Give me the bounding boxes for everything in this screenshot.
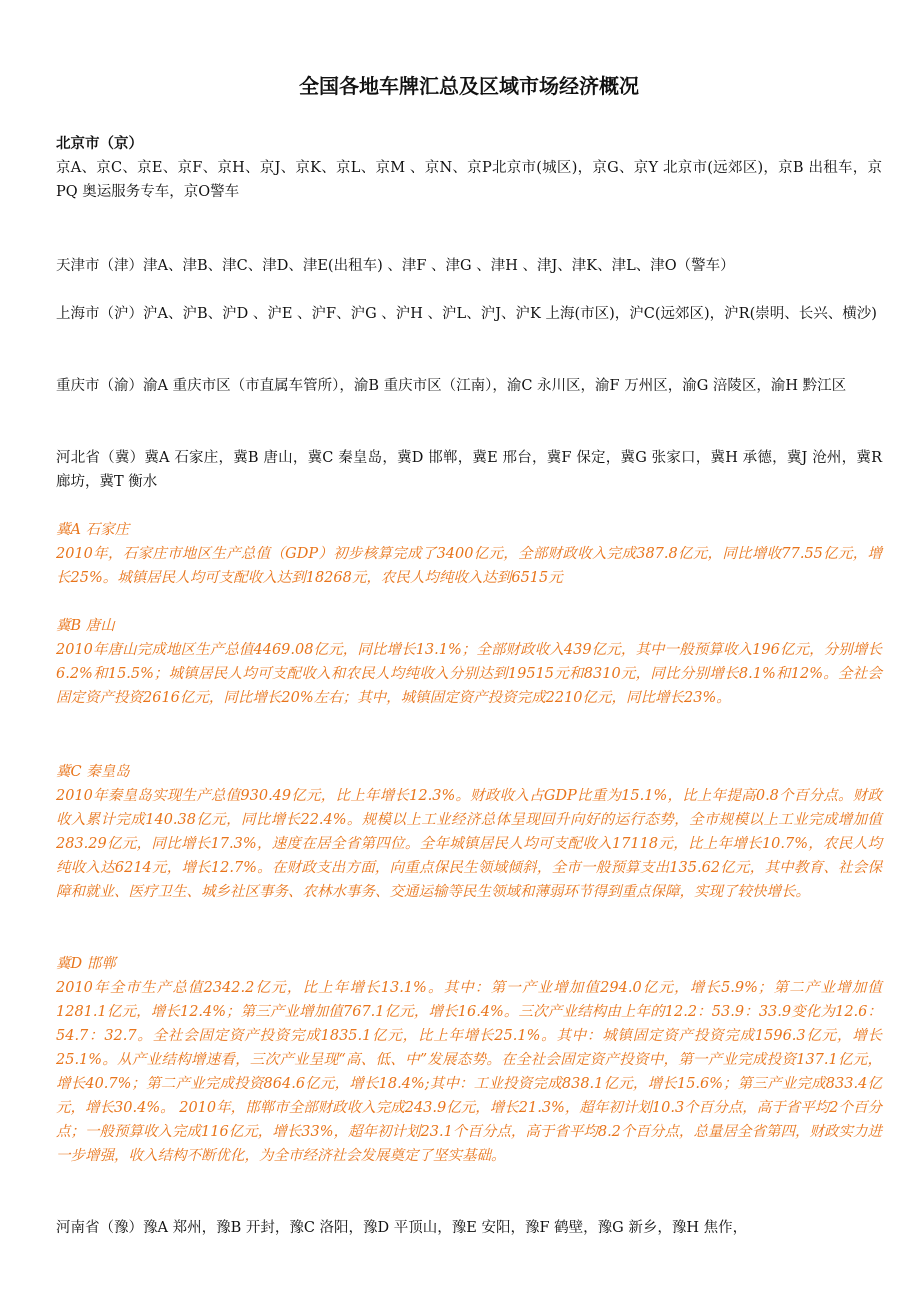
- beijing-heading: 北京市（京）: [56, 136, 143, 152]
- beijing-block: [56, 132, 882, 204]
- section-text: 2010年全市生产总值2342.2亿元，比上年增长13.1%。其中：第一产业增加值294.0亿元，增长5.9%；第二产业增加值1281.1亿元，增长12.4%；第三产业增加值767.1亿元，增长16.4%。三次产业结构由上年的12.2：53.9：33.9变化为12.6：54.7：32.7。全社会固定资产投资完成1835.1亿元，比上年增长25.1%。其中：城镇固定资产投资完成1596.3亿元，增长25.1%。从产业结构增速看，三次产业呈现“高、低、中”发展态势。在全社会固定资产投资中，第一产业完成投资137.1亿元，增长40.7%；第二产业完成投资864.6亿元，增长18.4%;其中：工业投资完成838.1亿元，增长15.6%；第三产业完成833.4亿元，增长30.4%。 2010年，邯郸市全部财政收入完成243.9亿元，增长21.3%，超年初计划10.3个百分点，高于省平均2个百分点；一般预算收入完成116亿元，增长33%，超年初计划23.1个百分点，高于省平均8.2个百分点，总量居全省第四，财政实力进一步增强，收入结构不断优化，为全市经济社会发展奠定了坚实基础。: [56, 980, 882, 1164]
- section-heading: 冀B 唐山: [56, 618, 115, 634]
- tianjin-plates: 天津市（津）津A、津B、津C、津D、津E(出租车) 、津F 、津G 、津H 、津J、津K、津L、津O（警车）: [56, 258, 735, 274]
- beijing-plates: 京A、京C、京E、京F、京H、京J、京K、京L、京M 、京N、京P北京市(城区)，京G、京Y 北京市(远郊区)，京B 出租车，京PQ 奥运服务专车，京O警车: [56, 160, 882, 200]
- hebei-plates: 河北省（冀）冀A 石家庄，冀B 唐山，冀C 秦皇岛，冀D 邯郸，冀E 邢台，冀F 保定，冀G 张家口，冀H 承德，冀J 沧州，冀R 廊坊，冀T 衡水: [56, 450, 882, 490]
- section-heading: 冀C 秦皇岛: [56, 764, 130, 780]
- section-handan: [56, 952, 882, 1168]
- chongqing-plates: 重庆市（渝）渝A 重庆市区（市直属车管所），渝B 重庆市区（江南），渝C 永川区，渝F 万州区，渝G 涪陵区，渝H 黔江区: [56, 378, 847, 394]
- section-text: 2010年，石家庄市地区生产总值（GDP）初步核算完成了3400亿元，全部财政收入完成387.8亿元，同比增收77.55亿元，增长25%。城镇居民人均可支配收入达到18268元，农民人均纯收入达到6515元: [56, 546, 882, 586]
- section-heading: 冀D 邯郸: [56, 956, 116, 972]
- section-text: 2010年唐山完成地区生产总值4469.08亿元，同比增长13.1%；全部财政收入439亿元，其中一般预算收入196亿元，分别增长6.2%和15.5%；城镇居民人均可支配收入和农民人均纯收入分别达到19515元和8310元，同比分别增长8.1%和12%。全社会固定资产投资2616亿元，同比增长20%左右；其中，城镇固定资产投资完成2210亿元，同比增长23%。: [56, 642, 882, 706]
- section-tangshan: [56, 614, 882, 710]
- page-title: 全国各地车牌汇总及区域市场经济概况: [299, 74, 639, 98]
- section-heading: 冀A 石家庄: [56, 522, 130, 538]
- section-text: 2010年秦皇岛实现生产总值930.49亿元，比上年增长12.3%。财政收入占GDP比重为15.1%，比上年提高0.8个百分点。财政收入累计完成140.38亿元，同比增长22.4%。规模以上工业经济总体呈现回升向好的运行态势，全市规模以上工业完成增加值283.29亿元，同比增长17.3%，速度在居全省第四位。全年城镇居民人均可支配收入17118元，比上年增长10.7%，农民人均纯收入达6214元，增长12.7%。在财政支出方面，向重点保民生领域倾斜，全市一般预算支出135.62亿元，其中教育、社会保障和就业、医疗卫生、城乡社区事务、农林水事务、交通运输等民生领域和薄弱环节得到重点保障，实现了较快增长。: [56, 788, 882, 900]
- section-shijiazhuang: [56, 518, 882, 590]
- section-qinhuangdao: [56, 760, 882, 904]
- henan-plates: 河南省（豫）豫A 郑州，豫B 开封，豫C 洛阳，豫D 平顶山，豫E 安阳，豫F 鹤壁，豫G 新乡，豫H 焦作，: [56, 1220, 748, 1236]
- shanghai-plates: 上海市（沪）沪A、沪B、沪D 、沪E 、沪F、沪G 、沪H 、沪L、沪J、沪K 上海(市区)，沪C(远郊区)，沪R(崇明、长兴、横沙): [56, 306, 877, 322]
